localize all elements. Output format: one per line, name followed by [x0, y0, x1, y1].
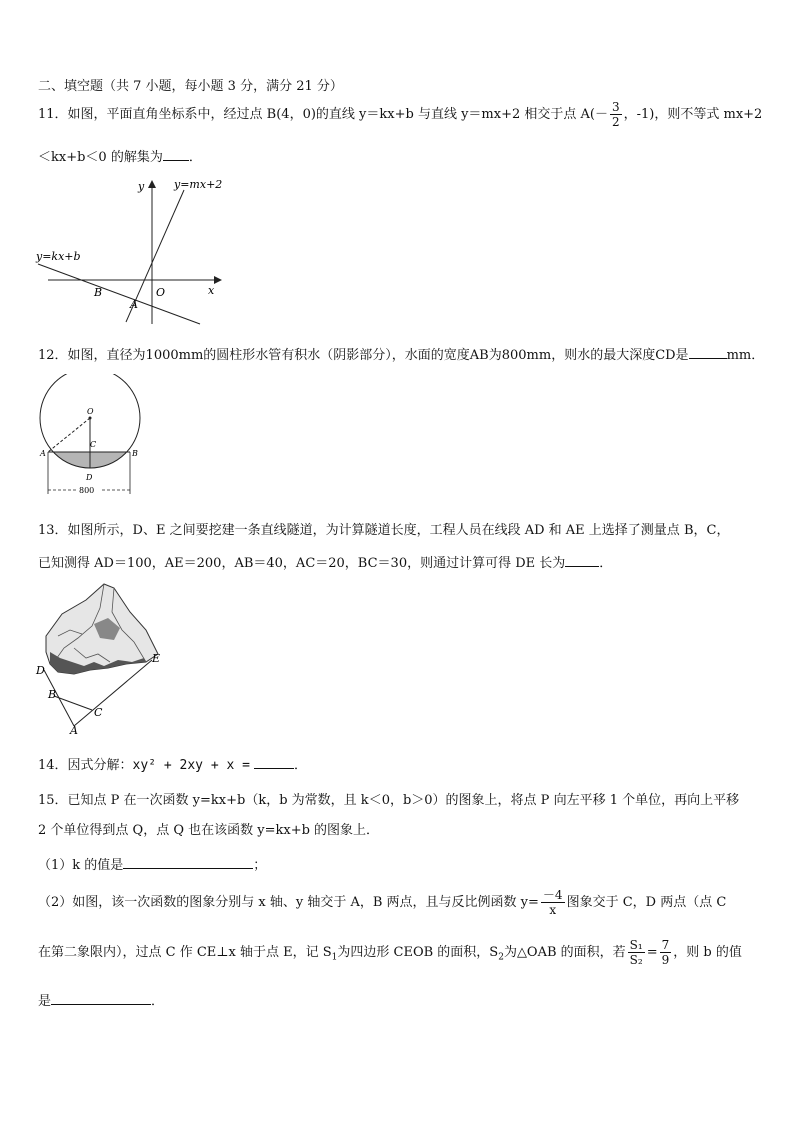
q11-label-y: y: [138, 180, 145, 193]
q13-text-end: ．: [599, 556, 613, 571]
q11-x-arrow: [214, 276, 222, 284]
q15-cont-text1: 在第二象限内），过点 C 作 CE⊥x 轴于点 E，记 S: [38, 945, 332, 960]
q13-label-B: B: [48, 688, 57, 701]
q15-ratio-num: S₁: [629, 938, 643, 952]
q11-label-O: O: [156, 286, 166, 299]
q12-label-width: 800: [79, 486, 95, 495]
q12-label-C: C: [90, 440, 97, 449]
q11-text-line2: ＜kx+b＜0 的解集为: [38, 150, 163, 165]
q11-fraction: [610, 100, 622, 129]
q15-part2-frac-den: x: [541, 902, 565, 917]
q12-text: 12．如图，直径为1000mm的圆柱形水管有积水（阴影部分），水面的宽度AB为800mm，则水的最大深度CD是: [38, 348, 689, 363]
q15-part1-text: （1）k 的值是: [38, 858, 124, 873]
q12-text-end: mm．: [726, 348, 765, 363]
q13-answer-blank[interactable]: [565, 552, 599, 567]
q13-label-E: E: [152, 652, 161, 665]
q15-ratio-value: [660, 938, 672, 967]
q13-label-A: A: [70, 724, 78, 736]
q14-prefix: 14．因式分解：: [38, 758, 133, 773]
q15-part1-end: ；: [253, 858, 267, 873]
section-heading-text: 二、填空题（共 7 小题，每小题 3 分，满分 21 分）: [38, 79, 343, 94]
q12-figure: [34, 374, 148, 508]
q11-text-end: ．: [188, 150, 202, 165]
q15-cont-text2: 为四边形 CEOB 的面积，S: [337, 945, 499, 960]
q15-part2-fraction: [541, 888, 565, 917]
q11-y-arrow: [148, 180, 156, 188]
section-heading: [38, 78, 343, 96]
q11-frac-num: 3: [611, 100, 620, 114]
q15-line1: [38, 792, 739, 810]
q15-part2-cont: [38, 938, 742, 967]
q15-s1-sub: 1: [331, 952, 338, 963]
q15-line2: [38, 822, 379, 840]
q13-line-BC: [54, 696, 92, 710]
q12-label-O: O: [87, 407, 94, 416]
q15-ratio-val-den: 9: [661, 953, 670, 967]
q13-label-C: C: [94, 706, 103, 719]
q13-line1: [38, 522, 729, 540]
q11-answer-blank[interactable]: [163, 146, 189, 161]
q12-center-dot: [89, 417, 92, 420]
q13-line2: [38, 552, 612, 573]
q15-s2-sub: 2: [498, 952, 504, 963]
q11-line1: [38, 100, 762, 129]
q15-last-end: ．: [151, 994, 165, 1009]
q15-cont-text4: ，则 b 的值: [673, 945, 742, 960]
q15-last-line: [38, 990, 164, 1011]
q14-line: [38, 754, 307, 775]
q15-equals: =: [646, 945, 658, 960]
q11-figure: [34, 176, 234, 328]
q13-text-line2: 已知测得 AD＝100，AE＝200，AB＝40，AC＝20，BC＝30，则通过计算可得 DE 长为: [38, 556, 566, 571]
q13-label-D: D: [36, 664, 45, 677]
q13-figure: [34, 578, 174, 736]
q14-answer-blank[interactable]: [254, 754, 294, 769]
q11-text-prefix: 11．如图，平面直角坐标系中，经过点 B(4，0)的直线 y＝kx+b 与直线 y＝mx+2 相交于点 A(－: [38, 107, 608, 122]
q12-label-A: A: [40, 449, 46, 458]
q11-frac-den: 2: [611, 115, 620, 129]
q11-line2: [38, 146, 202, 167]
q11-label-B: B: [94, 286, 103, 299]
q14-text-end: ．: [293, 758, 307, 773]
q11-label-mx: y=mx+2: [174, 178, 223, 191]
q11-label-x: x: [208, 284, 215, 297]
q12-answer-blank[interactable]: [689, 344, 727, 359]
q15-part2-blank[interactable]: [51, 990, 151, 1005]
q12-label-B: B: [132, 449, 138, 458]
q15-last-text: 是: [38, 994, 52, 1009]
q15-part2-frac-num: －4: [542, 888, 563, 902]
q14-expression: xy² + 2xy + x =: [132, 758, 250, 773]
q12-label-D: D: [86, 473, 93, 482]
q11-line-kx: [38, 264, 200, 324]
q11-label-A: A: [130, 298, 138, 311]
q13-text-line1: 13．如图所示，D、E 之间要挖建一条直线隧道，为计算隧道长度，工程人员在线段 AD 和 AE 上选择了测量点 B，C，: [38, 523, 730, 538]
q15-part2-suffix: 图象交于 C，D 两点（点 C: [566, 895, 727, 910]
q15-ratio-val-num: 7: [661, 938, 670, 952]
q12-radius-OA: [48, 418, 90, 452]
q15-text-line2: 2 个单位得到点 Q，点 Q 也在该函数 y=kx+b 的图象上．: [38, 823, 380, 838]
q15-part1: [38, 854, 266, 875]
q15-text-line1: 15．已知点 P 在一次函数 y=kx+b（k，b 为常数，且 k＜0，b＞0）的图象上，将点 P 向左平移 1 个单位，再向上平移: [38, 793, 740, 808]
q12-line1: [38, 344, 764, 365]
q15-part2-prefix: （2）如图，该一次函数的图象分别与 x 轴、y 轴交于 A，B 两点，且与反比例函数 y=: [38, 895, 539, 910]
q15-ratio-den: S₂: [629, 953, 643, 967]
q11-label-kx: y=kx+b: [36, 250, 81, 263]
q15-part2: [38, 888, 726, 917]
q11-text-suffix: ，-1)，则不等式 mx+2: [623, 107, 763, 122]
q15-cont-text3: 为△OAB 的面积，若: [503, 945, 626, 960]
q15-part1-blank[interactable]: [123, 854, 253, 869]
q15-ratio-fraction: [628, 938, 645, 967]
